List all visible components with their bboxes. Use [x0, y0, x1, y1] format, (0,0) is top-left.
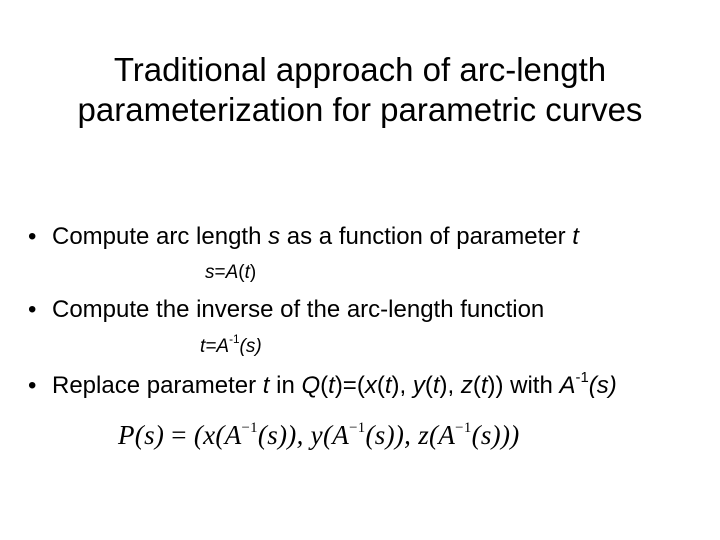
equation-rhs: (x(A: [193, 420, 242, 450]
bullet-dot: •: [28, 296, 37, 323]
bullet-var-t: t: [572, 223, 579, 250]
title-line-1: Traditional approach of arc-length: [113, 51, 607, 88]
bullet-text: (: [472, 372, 481, 399]
bullet-text: )) with: [487, 372, 560, 399]
bullet-dot: •: [28, 372, 37, 399]
bullet-var: (s): [588, 372, 617, 399]
equation-rhs: (s))): [471, 420, 520, 450]
formula-text: (s): [239, 336, 262, 357]
bullet-text: in: [269, 372, 302, 399]
bullet-var: t: [328, 372, 335, 399]
formula-var: s: [205, 262, 215, 283]
bullet-text: (: [424, 372, 433, 399]
equation-rhs: (s)), z(A: [365, 420, 456, 450]
equation-equals: =: [164, 420, 194, 450]
bullet-var: t: [262, 372, 270, 399]
formula-var: A: [225, 262, 239, 283]
title-line-2: parameterization for parametric curves: [77, 91, 643, 128]
formula-op: ): [249, 262, 257, 283]
equation-exponent: −1: [455, 419, 472, 436]
bullet-text: ),: [439, 372, 461, 399]
formula-op: =: [214, 262, 226, 283]
bullet-text: ),: [391, 372, 413, 399]
bullet-var: t: [480, 372, 488, 399]
bullet-var: t: [432, 372, 440, 399]
formula-exponent: -1: [229, 332, 240, 346]
bullet-text: (: [376, 372, 385, 399]
bullet-text: Replace parameter: [52, 372, 263, 399]
sub-formula-inverse: [200, 332, 262, 358]
formula-op: (: [238, 262, 245, 283]
bullet-inverse: [28, 296, 544, 324]
bullet-var: y: [412, 372, 425, 399]
equation-exponent: −1: [349, 419, 366, 436]
equation-exponent: −1: [241, 419, 258, 436]
bullet-exponent: -1: [575, 369, 589, 386]
bullet-text: as a function of parameter: [280, 223, 573, 250]
bullet-text: Compute the inverse of the arc-length function: [52, 296, 545, 323]
bullet-text: (: [320, 372, 329, 399]
slide-title: [0, 50, 720, 130]
equation-rhs: (s)), y(A: [257, 420, 350, 450]
bullet-var: A: [559, 372, 576, 399]
bullet-var: t: [384, 372, 392, 399]
bullet-text: Compute arc length: [52, 223, 269, 250]
equation-p-of-s: [118, 420, 520, 451]
bullet-replace: [28, 369, 617, 400]
bullet-var: Q: [301, 372, 321, 399]
bullet-dot: •: [28, 223, 37, 250]
bullet-var-s: s: [268, 223, 281, 250]
bullet-arc-length: [28, 223, 579, 251]
bullet-text: )=(: [334, 372, 365, 399]
bullet-var: x: [364, 372, 377, 399]
equation-lhs: P(s): [118, 420, 165, 450]
formula-text: t=A: [200, 336, 230, 357]
bullet-var: z: [460, 372, 473, 399]
formula-var: t: [244, 262, 250, 283]
sub-formula-s-equals-a-of-t: [205, 262, 256, 284]
